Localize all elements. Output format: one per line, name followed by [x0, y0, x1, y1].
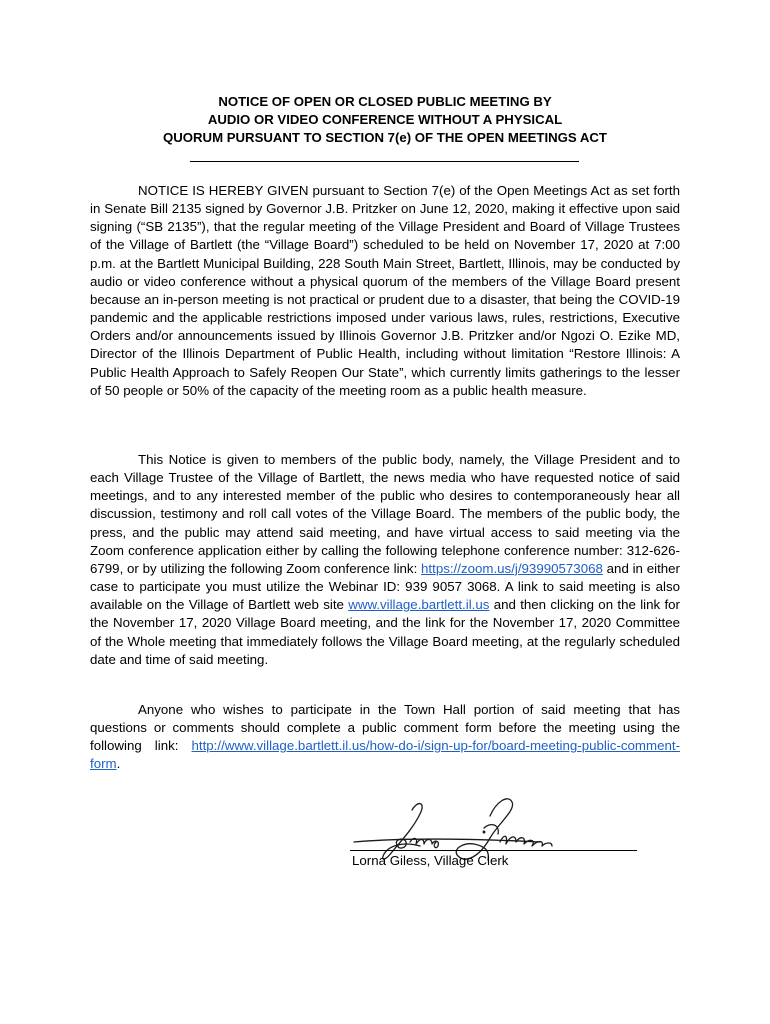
paragraph2-text-2: and in either case to participate you must utilize the Webinar ID: 939 9057 3068. A link to said meeting is also available on the Village of Bartlett web site: [90, 560, 680, 613]
title-line-2: AUDIO OR VIDEO CONFERENCE WITHOUT A PHYSICAL: [207, 112, 563, 127]
paragraph-public-comment: [90, 701, 680, 774]
notice-title: [90, 93, 680, 147]
paragraph2-text-1: This Notice is given to members of the public body, namely, the Village President and to each Village Trustee of the Village of Bartlett, the news media who have requested notice of said meetings, and to any interested member of the public who desires to contemporaneously hear all discussion, testimony and roll call votes of the Village Board. The members of the public body, the press, and the public may attend said meeting, and have virtual access to said meeting via the Zoom conference application either by calling the following telephone conference number: 312-626-6799, or by utilizing the following Zoom conference link:: [90, 452, 680, 576]
public-comment-form-link[interactable]: http://www.village.bartlett.il.us/how-do-i/sign-up-for/board-meeting-public-comment-form: [90, 738, 680, 772]
paragraph2-text-3: and then clicking on the link for the November 17, 2020 Village Board meeting, and the link for the November 17, 2020 Committee of the Whole meeting that immediately follows the Village Board meeting, at the regularly scheduled date and time of said meeting.: [90, 597, 680, 667]
title-underline-divider: [190, 161, 579, 162]
paragraph-notice-recipients: [90, 451, 680, 669]
paragraph3-text-1: Anyone who wishes to participate in the Town Hall portion of said meeting that has questions or comments should complete a public comment form before the meeting using the following link:: [90, 702, 680, 754]
paragraph-notice-given: NOTICE IS HEREBY GIVEN pursuant to Section 7(e) of the Open Meetings Act as set forth in Senate Bill 2135 signed by Governor J.B. Pritzker on June 12, 2020, making it effective upon said signing (“SB 2135”), that the regular meeting of the Village President and Board of Village Trustees of the Village of Bartlett (the “Village Board”) scheduled to be held on November 17, 2020 at 7:00 p.m. at the Bartlett Municipal Building, 228 South Main Street, Bartlett, Illinois, may be conducted by audio or video conference without a physical quorum of the members of the Village Board present because an in-person meeting is not practical or prudent due to a disaster, that being the COVID-19 pandemic and the applicable restrictions imposed under various laws, rules, restrictions, Executive Orders and/or announcements issued by Illinois Governor J.B. Pritzker and/or Ngozi O. Ezike MD, Director of the Illinois Department of Public Health, including without limitation “Restore Illinois: A Public Health Approach to Safely Reopen Our State”, which currently limits gatherings to the lesser of 50 people or 50% of the capacity of the meeting room as a public health measure.: [90, 183, 680, 398]
title-line-1: NOTICE OF OPEN OR CLOSED PUBLIC MEETING BY: [218, 94, 552, 109]
signer-name-title: Lorna Giless, Village Clerk: [352, 853, 509, 868]
paragraph3-text-2: .: [116, 756, 121, 772]
village-website-link[interactable]: www.village.bartlett.il.us: [348, 597, 490, 613]
title-line-3: QUORUM PURSUANT TO SECTION 7(e) OF THE OPEN MEETINGS ACT: [162, 130, 607, 145]
signature-line: [350, 850, 637, 851]
zoom-conference-link[interactable]: https://zoom.us/j/93990573068: [421, 560, 603, 576]
